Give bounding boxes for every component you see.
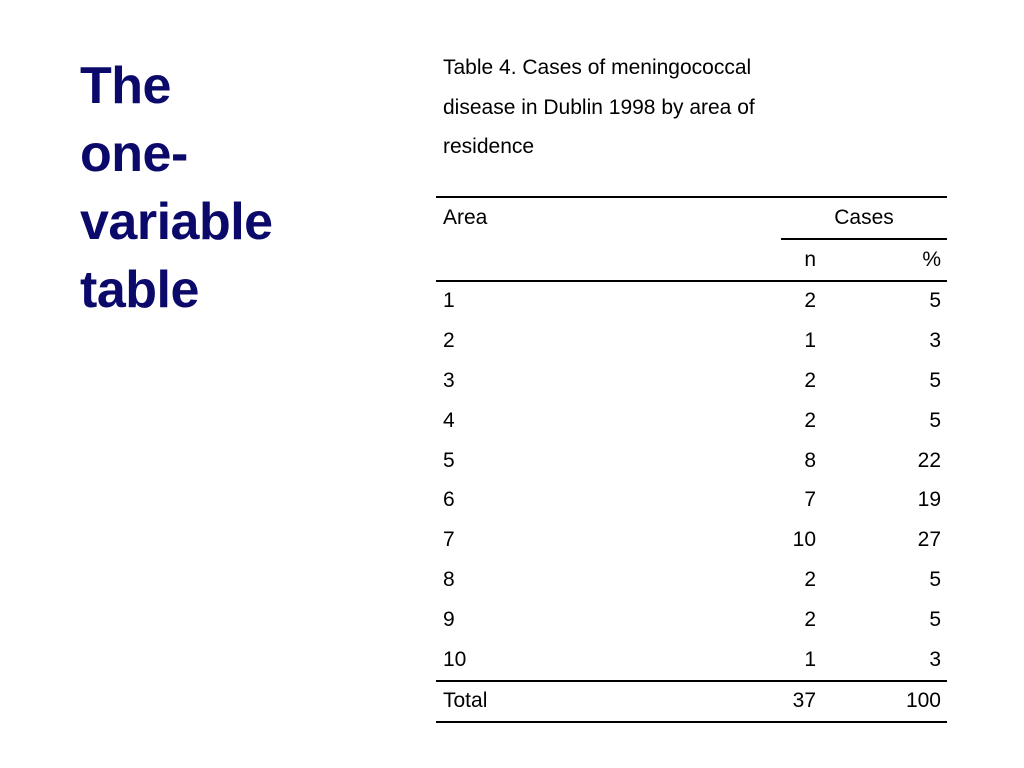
cases-table (436, 196, 947, 723)
total-row (436, 681, 947, 723)
table-row (436, 441, 947, 481)
percent-cell: 5 (929, 369, 941, 393)
area-cell: 3 (443, 369, 455, 393)
area-header: Area (436, 197, 781, 239)
table-caption-line: residence (443, 135, 535, 158)
table-caption (443, 48, 863, 167)
percent-cell: 22 (917, 448, 941, 472)
table-row (436, 361, 947, 401)
percent-header: % (824, 239, 947, 281)
n-cell: 10 (792, 528, 816, 552)
area-cell: 5 (443, 448, 455, 472)
percent-cell: 27 (917, 528, 941, 552)
table-body (436, 281, 947, 681)
area-subheader-empty (436, 239, 781, 281)
slide-title-line: one- (80, 125, 188, 183)
slide-title-line: table (80, 261, 199, 319)
percent-cell: 3 (929, 647, 941, 671)
total-label: Total (436, 681, 781, 723)
table-row (436, 560, 947, 600)
n-cell: 2 (804, 607, 816, 631)
percent-cell: 5 (929, 607, 941, 631)
table-caption-line: Table 4. Cases of meningococcal (443, 56, 752, 79)
table-row (436, 481, 947, 521)
percent-cell: 5 (929, 408, 941, 432)
area-cell: 8 (443, 568, 455, 592)
table-row (436, 600, 947, 640)
table-row (436, 640, 947, 681)
n-cell: 8 (804, 448, 816, 472)
total-n: 37 (781, 681, 824, 723)
table-row (436, 281, 947, 322)
n-cell: 2 (804, 408, 816, 432)
table-caption-line: disease in Dublin 1998 by area of (443, 95, 755, 119)
n-cell: 1 (804, 647, 816, 671)
percent-cell: 19 (917, 488, 941, 512)
table-header-row (436, 197, 947, 239)
total-percent: 100 (824, 681, 947, 723)
percent-cell: 5 (929, 289, 941, 313)
area-cell: 7 (443, 528, 455, 552)
area-cell: 1 (443, 289, 455, 313)
slide-title-line: variable (80, 193, 273, 251)
n-cell: 2 (804, 568, 816, 592)
table-subheader-row (436, 239, 947, 281)
n-cell: 2 (804, 369, 816, 393)
area-cell: 6 (443, 488, 455, 512)
area-cell: 4 (443, 408, 455, 432)
area-cell: 10 (443, 647, 467, 671)
area-cell: 9 (443, 607, 455, 631)
n-header: n (781, 239, 824, 281)
table-row (436, 401, 947, 441)
area-cell: 2 (443, 329, 455, 353)
percent-cell: 3 (929, 329, 941, 353)
table-row (436, 520, 947, 560)
percent-cell: 5 (929, 568, 941, 592)
slide-title-line: The (80, 57, 171, 115)
table-row (436, 321, 947, 361)
slide-title (80, 52, 410, 324)
n-cell: 1 (804, 329, 816, 353)
n-cell: 2 (804, 289, 816, 313)
cases-header: Cases (781, 197, 947, 239)
n-cell: 7 (804, 488, 816, 512)
